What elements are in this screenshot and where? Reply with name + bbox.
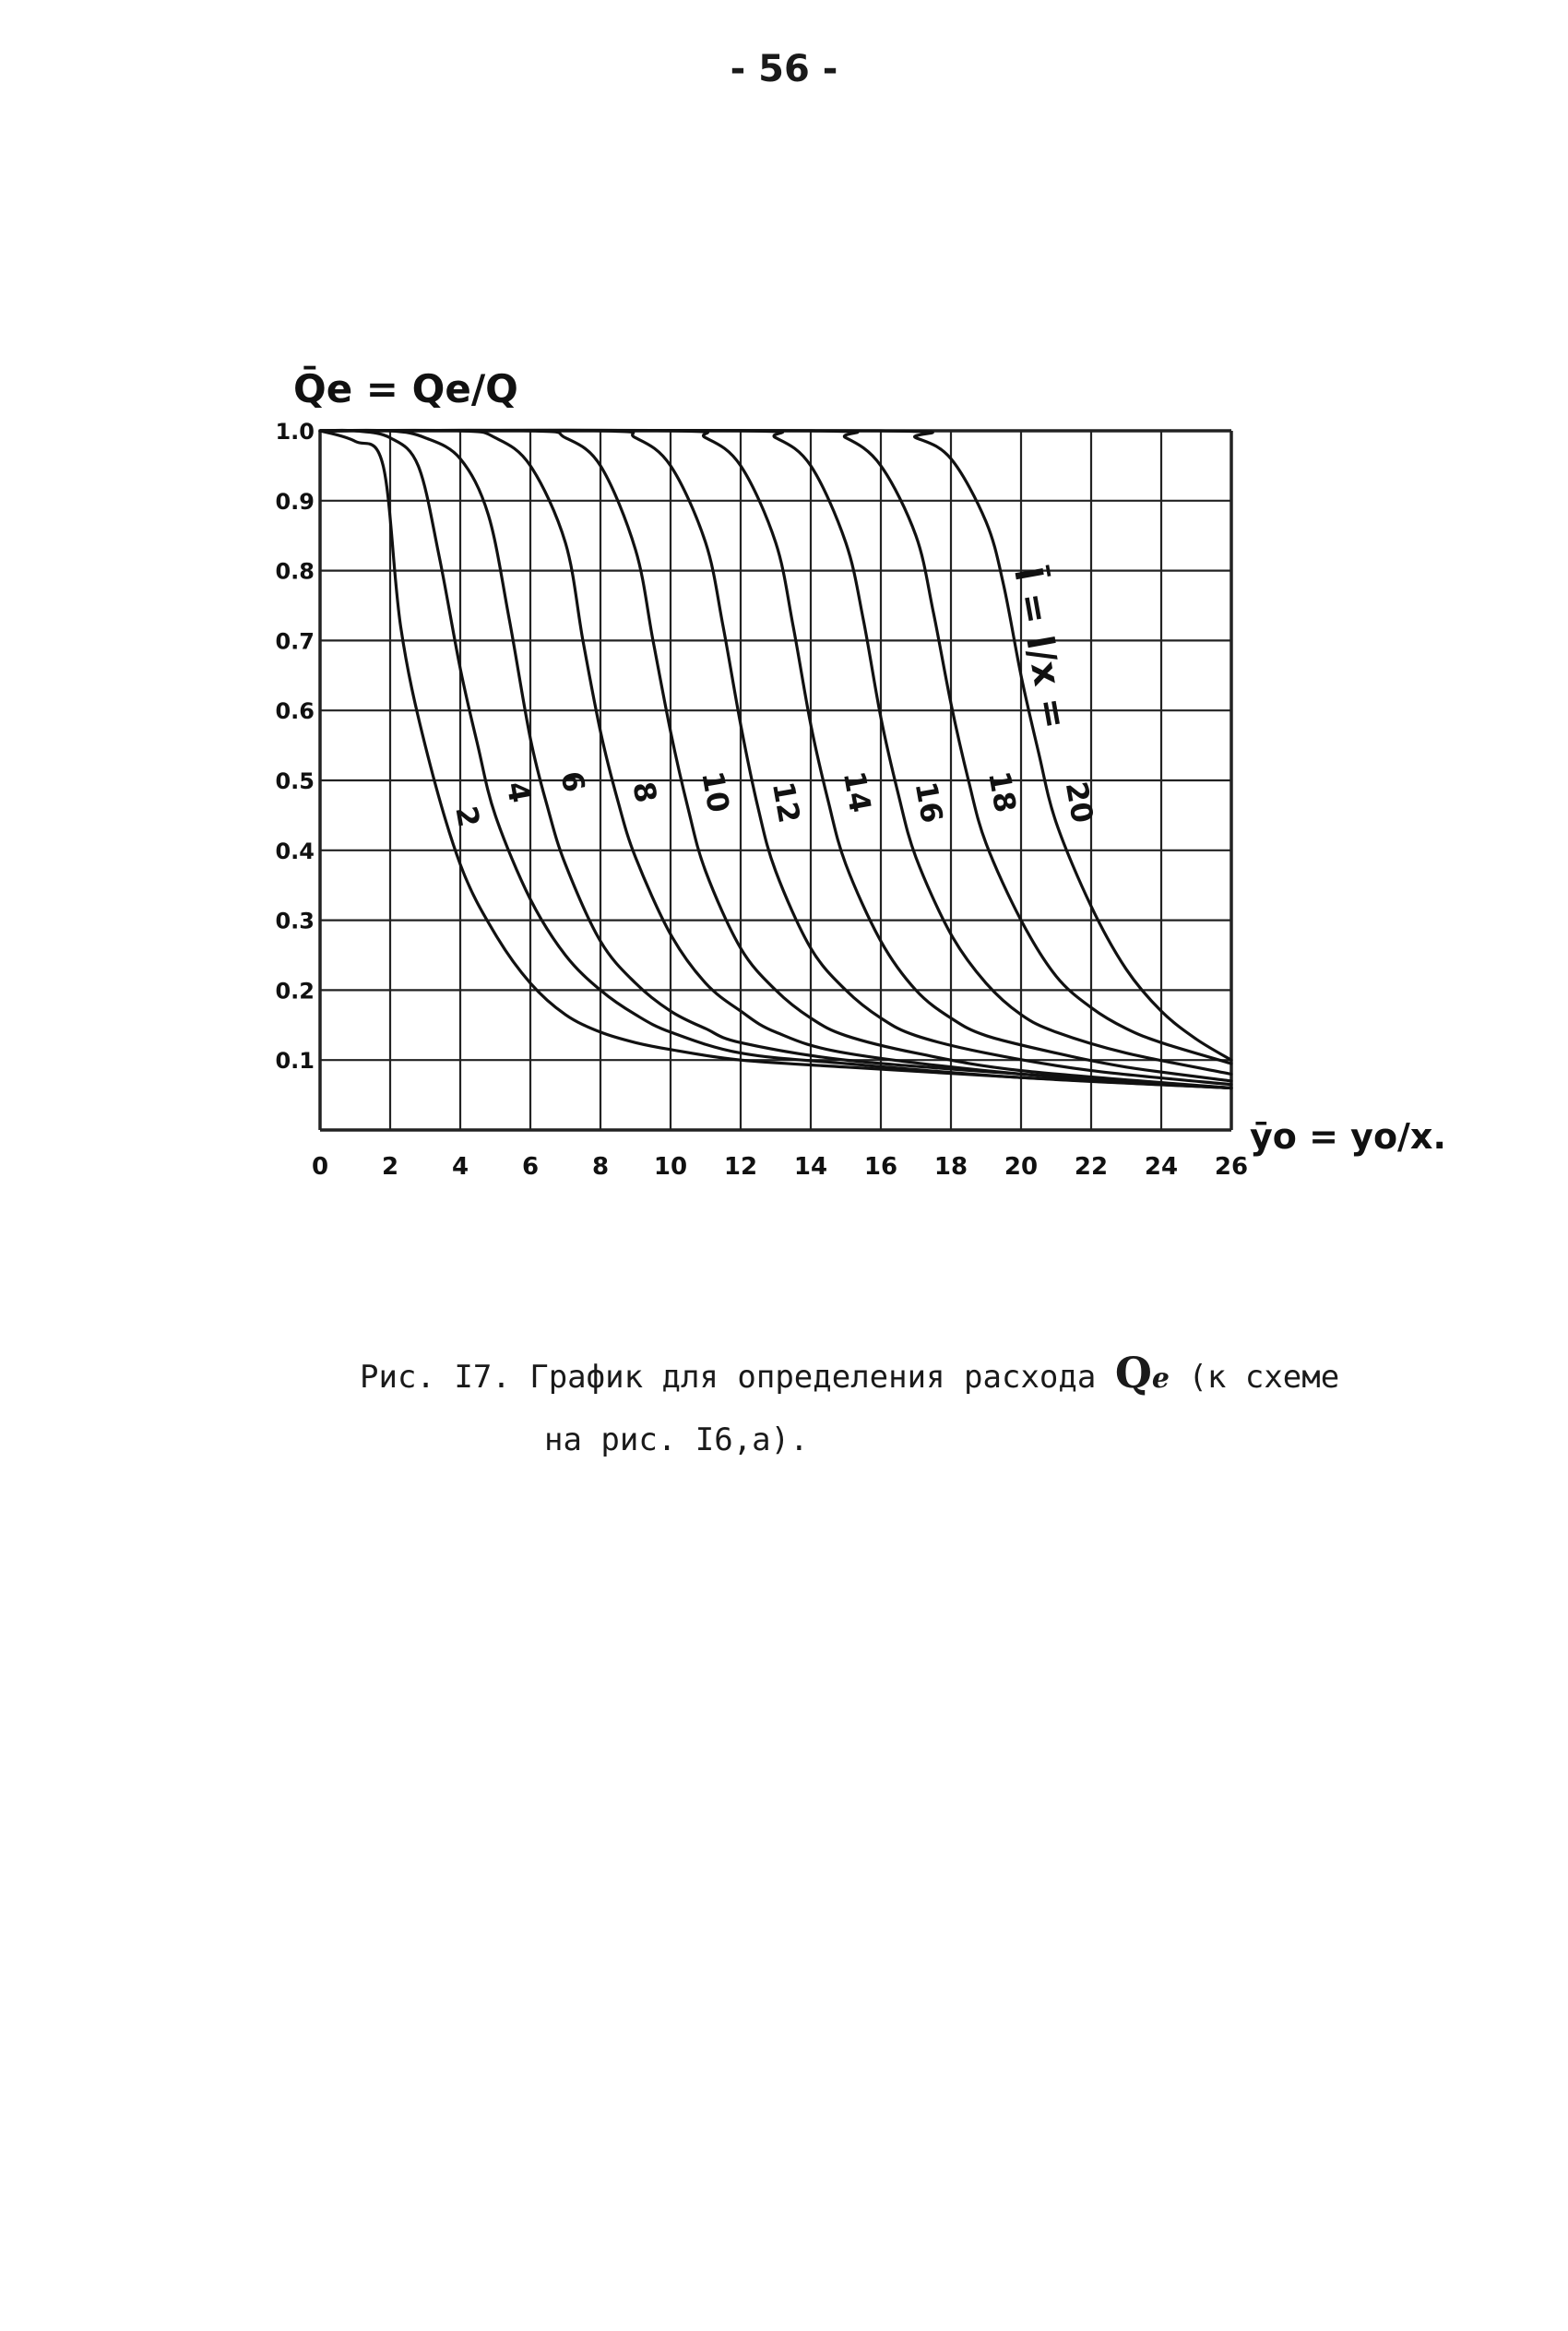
y-tick-0.5: 0.5 <box>275 768 315 794</box>
y-tick-1.0: 1.0 <box>275 419 315 445</box>
series-label-12: 12 <box>765 779 807 827</box>
figure-caption <box>360 1342 1339 1470</box>
family-label: l̄ = l/x = <box>1005 564 1076 732</box>
caption-symbol: Q <box>1114 1348 1152 1397</box>
series-label-8: 8 <box>625 779 664 806</box>
series-line-18 <box>320 430 1231 1064</box>
caption-symbol-sub: e <box>1151 1362 1170 1395</box>
x-tick-8: 8 <box>591 1153 610 1181</box>
caption-line-1 <box>360 1342 1339 1409</box>
y-tick-0.9: 0.9 <box>275 488 315 515</box>
chart-grid <box>320 431 1231 1130</box>
page-number: - 56 - <box>730 48 838 90</box>
y-tick-0.2: 0.2 <box>275 978 315 1005</box>
x-tick-4: 4 <box>451 1153 469 1181</box>
x-tick-0: 0 <box>311 1153 329 1181</box>
x-tick-12: 12 <box>723 1153 758 1181</box>
x-tick-2: 2 <box>381 1153 399 1181</box>
series-label-18: 18 <box>981 768 1024 815</box>
x-tick-20: 20 <box>1004 1153 1039 1181</box>
series-label-2: 2 <box>448 803 487 830</box>
x-tick-16: 16 <box>863 1153 898 1181</box>
chart-ticks <box>275 419 1248 1181</box>
series-label-10: 10 <box>695 768 737 815</box>
series-label-20: 20 <box>1058 779 1100 827</box>
caption-line-2: на рис. I6,а). <box>544 1421 809 1458</box>
series-line-16 <box>320 430 1231 1074</box>
y-tick-0.4: 0.4 <box>275 838 315 864</box>
y-tick-0.7: 0.7 <box>275 628 315 655</box>
x-tick-6: 6 <box>521 1153 540 1181</box>
y-tick-0.8: 0.8 <box>275 558 315 585</box>
series-line-14 <box>320 430 1231 1080</box>
y-axis-label: Q̄e = Qe/Q <box>293 366 518 411</box>
x-tick-22: 22 <box>1074 1153 1109 1181</box>
series-line-12 <box>320 430 1231 1084</box>
y-tick-0.3: 0.3 <box>275 908 315 934</box>
x-tick-14: 14 <box>793 1153 828 1181</box>
x-tick-26: 26 <box>1214 1153 1249 1181</box>
y-tick-0.6: 0.6 <box>275 698 315 725</box>
caption-prefix: Рис. I7. График для определения расхода <box>360 1359 1097 1396</box>
series-label-16: 16 <box>908 779 950 827</box>
series-label-4: 4 <box>499 779 538 806</box>
x-axis-label: ȳo = yo/x. <box>1250 1116 1446 1157</box>
series-line-20 <box>320 430 1231 1060</box>
x-tick-24: 24 <box>1144 1153 1179 1181</box>
x-tick-18: 18 <box>933 1153 968 1181</box>
x-tick-10: 10 <box>653 1153 688 1181</box>
series-label-14: 14 <box>836 768 879 815</box>
caption-suffix: (к схеме <box>1169 1359 1340 1396</box>
series-label-6: 6 <box>553 768 592 795</box>
y-tick-0.1: 0.1 <box>275 1048 315 1075</box>
